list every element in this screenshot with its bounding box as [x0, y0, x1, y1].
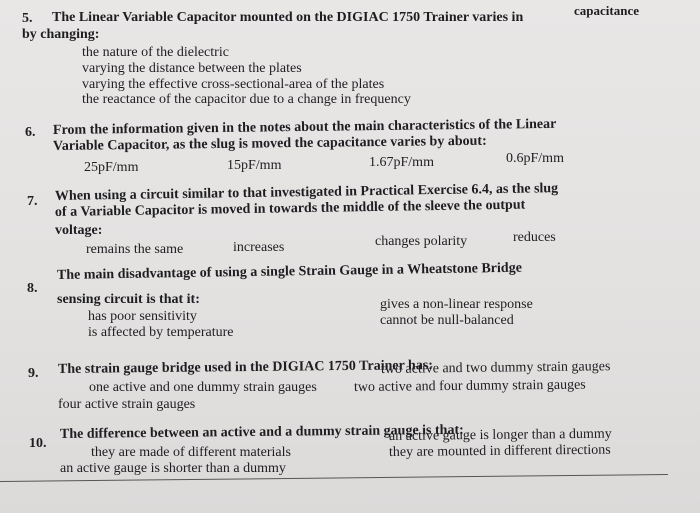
q10-number: 10.: [29, 436, 47, 451]
q10-stem-line1: The difference between an active and a dummy strain gauge is that:: [59, 422, 464, 442]
q7-stem-line2: of a Variable Capacitor is moved in towards the middle of the sleeve the output: [54, 197, 526, 220]
q7-option-a[interactable]: remains the same: [86, 242, 184, 257]
q9-option-a[interactable]: one active and one dummy strain gauges: [89, 380, 317, 395]
q5-option-d[interactable]: the reactance of the capacitor due to a change in frequency: [82, 92, 411, 107]
q5-option-b[interactable]: varying the distance between the plates: [82, 61, 302, 76]
q9-number: 9.: [28, 366, 39, 381]
q8-option-d[interactable]: cannot be null-balanced: [380, 313, 514, 328]
q8-option-c[interactable]: is affected by temperature: [88, 325, 234, 340]
q7-option-d[interactable]: reduces: [513, 230, 556, 245]
q10-option-d[interactable]: they are mounted in different directions: [388, 442, 611, 460]
q6-option-d[interactable]: 0.6pF/mm: [506, 151, 564, 166]
q7-stem-line3: voltage:: [55, 223, 103, 238]
q8-option-b[interactable]: gives a non-linear response: [380, 297, 533, 312]
q8-option-a[interactable]: has poor sensitivity: [88, 309, 197, 324]
q9-option-d[interactable]: two active and four dummy strain gauges: [353, 377, 586, 395]
q6-option-c[interactable]: 1.67pF/mm: [369, 155, 434, 170]
q6-stem-line2: Variable Capacitor, as the slug is moved the capacitance varies by about:: [52, 133, 487, 154]
q6-option-a[interactable]: 25pF/mm: [84, 160, 139, 175]
q9-option-b[interactable]: two active and two dummy strain gauges: [380, 359, 611, 377]
q5-option-c[interactable]: varying the effective cross-sectional-area of the plates: [82, 77, 385, 92]
q7-option-b[interactable]: increases: [233, 240, 285, 255]
q10-option-b[interactable]: an active gauge is longer than a dummy: [388, 426, 612, 444]
q9-option-c[interactable]: four active strain gauges: [58, 397, 196, 412]
q5-option-a[interactable]: the nature of the dielectric: [82, 45, 229, 60]
q5-number: 5.: [22, 11, 33, 26]
q10-option-a[interactable]: they are made of different materials: [91, 445, 291, 460]
q5-stem-line2: by changing:: [22, 27, 100, 42]
q10-option-c[interactable]: an active gauge is shorter than a dummy: [60, 461, 286, 476]
q9-stem-line1: The strain gauge bridge used in the DIGIAC 1750 Trainer has:: [57, 358, 433, 377]
q6-stem-line1: From the information given in the notes about the main characteristics of the Linear: [52, 116, 557, 138]
q6-number: 6.: [25, 125, 36, 140]
q7-option-c[interactable]: changes polarity: [375, 234, 468, 249]
q8-stem-line2: sensing circuit is that it:: [57, 292, 200, 307]
q8-number: 8.: [27, 281, 38, 296]
q5-stem-line1: The Linear Variable Capacitor mounted on the DIGIAC 1750 Trainer varies in: [52, 10, 524, 25]
q7-stem-line1: When using a circuit similar to that investigated in Practical Exercise 6.4, as the slug: [54, 181, 559, 204]
q6-option-b[interactable]: 15pF/mm: [227, 158, 282, 173]
q7-number: 7.: [27, 194, 38, 209]
corner-word: capacitance: [574, 3, 639, 18]
q8-stem-line1: The main disadvantage of using a single Strain Gauge in a Wheatstone Bridge: [56, 260, 522, 283]
